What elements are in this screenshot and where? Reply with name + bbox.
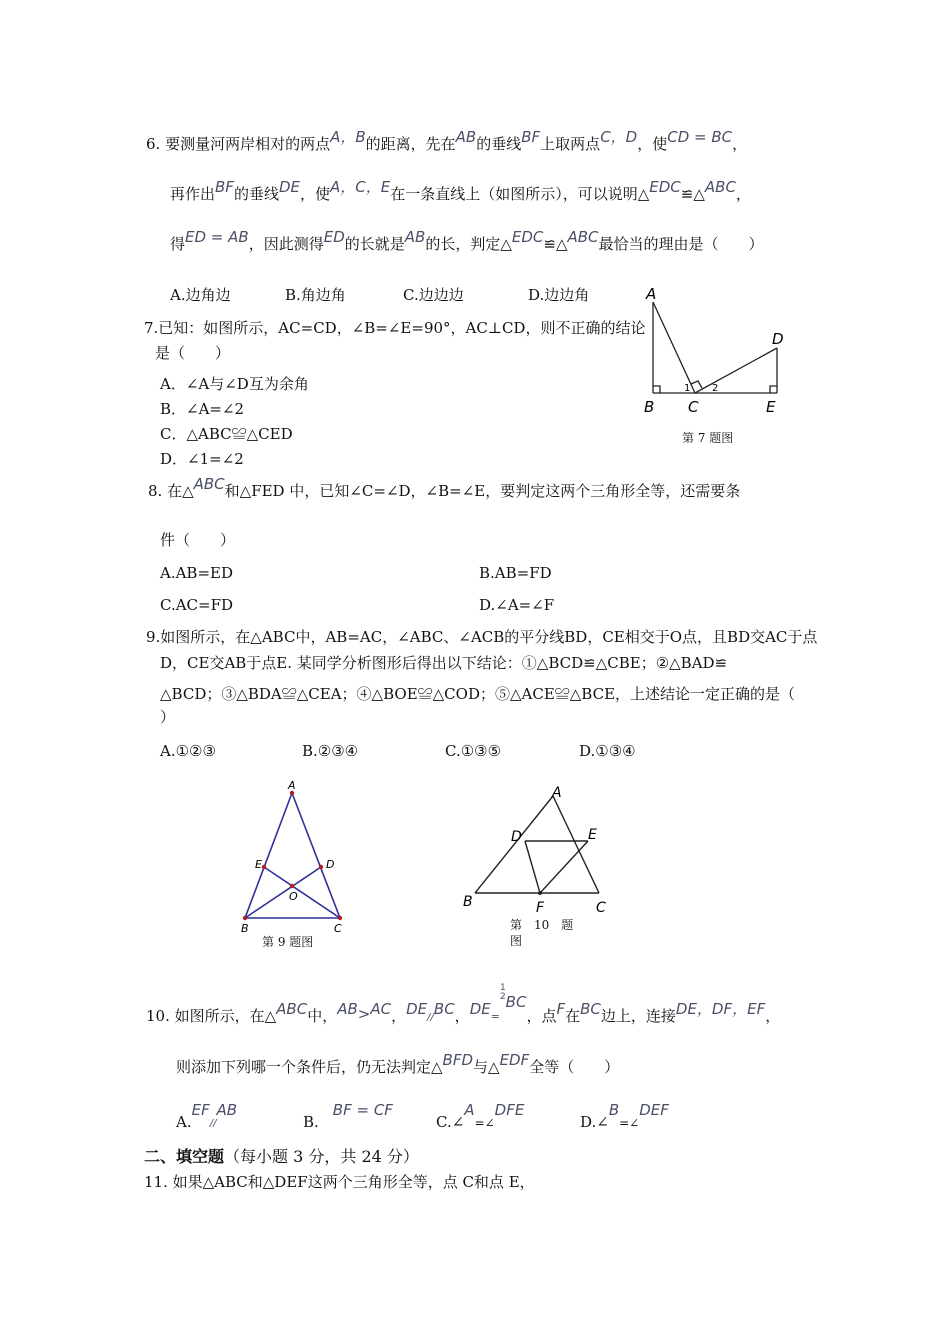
q7-label-c: C — [688, 398, 699, 416]
q7-right-angle-e — [770, 386, 777, 393]
q7-label-angle-1: 1 — [684, 383, 691, 394]
q7-figure — [640, 282, 800, 422]
q7-line-1: 7.已知：如图所示，AC=CD，∠B=∠E=90°，AC⊥CD，则不正确的结论 — [144, 319, 646, 337]
q9-segment-bd — [245, 867, 321, 918]
q10-point-f — [538, 891, 542, 895]
q9-caption: 第 9 题图 — [262, 935, 314, 949]
q6-option-a: A.边角边 — [170, 286, 231, 304]
q10-label-e: E — [588, 827, 597, 843]
q8-option-b: B.AB=FD — [479, 564, 552, 582]
q8-option-c: C.AC=FD — [160, 596, 234, 614]
q7-right-angle-b — [653, 386, 660, 393]
q8-option-a: A.AB=ED — [160, 564, 234, 582]
q6-option-b: B.角边角 — [285, 286, 346, 304]
q10-option-d: D.∠B=∠DEF — [580, 1101, 669, 1131]
q6-line-2: 再作出BF的垂线DE，使A，C，E在一条直线上（如图所示），可以说明△EDC≌△ABC， — [170, 178, 751, 203]
q10-line-1: 10. 如图所示，在△ABC中，AB>AC，DE//BC，DE=1 2BC，点F在BC边上，连接DE，DF，EF， — [146, 983, 781, 1025]
q7-label-d: D — [772, 330, 784, 348]
q9-label-c: C — [334, 922, 342, 935]
q9-label-e: E — [255, 858, 262, 871]
q9-point-b — [243, 916, 247, 920]
q10-label-f: F — [536, 900, 545, 916]
q9-label-a: A — [288, 779, 296, 792]
q10-label-b: B — [463, 894, 473, 910]
q11-line-1: 11. 如果△ABC和△DEF这两个三角形全等，点 C和点 E， — [144, 1173, 535, 1191]
q9-label-o: O — [289, 890, 298, 903]
q9-line-2: D，CE交AB于点E. 某同学分析图形后得出以下结论：①△BCD≌△CBE；②△BAD≌ — [160, 654, 728, 672]
q9-option-b: B.②③④ — [302, 742, 359, 760]
q9-label-b: B — [241, 922, 249, 935]
q7-segment-cd — [695, 348, 777, 393]
q10-caption-2: 图 — [510, 934, 523, 948]
q9-line-4: ） — [160, 708, 176, 726]
q10-caption-1: 第 10 题 — [510, 918, 574, 932]
q10-segment-ef — [540, 841, 588, 893]
q9-label-d: D — [326, 858, 335, 871]
q7-option-a: A．∠A与∠D互为余角 — [160, 375, 309, 393]
q7-label-angle-2: 2 — [712, 383, 719, 394]
q7-caption: 第 7 题图 — [682, 431, 734, 445]
q7-option-c: C．△ABC≌△CED — [160, 425, 293, 443]
q6-line-1: 6. 要测量河两岸相对的两点A，B的距离，先在AB的垂线BF上取两点C，D，使CD = BC， — [146, 128, 748, 153]
q7-label-e: E — [766, 398, 776, 416]
q7-option-d: D．∠1=∠2 — [160, 450, 244, 468]
q10-segment-ac — [553, 796, 599, 893]
q6-line-3: 得ED = AB，因此测得ED的长就是AB的长，判定△EDC≌△ABC最恰当的理由是（ ） — [170, 228, 764, 253]
q6-option-d: D.边边角 — [528, 286, 590, 304]
q9-point-e — [262, 865, 266, 869]
q10-label-d: D — [511, 829, 522, 845]
q7-option-b: B．∠A=∠2 — [160, 400, 245, 418]
q9-segment-ce — [264, 867, 340, 918]
q9-point-o — [290, 884, 294, 888]
q8-line-2: 件（ ） — [160, 531, 236, 549]
q9-figure — [236, 776, 356, 936]
q9-line-3: △BCD；③△BDA≌△CEA；④△BOE≌△COD；⑤△ACE≌△BCE，上述结论一定正确的是（ — [160, 685, 796, 703]
q9-option-c: C.①③⑤ — [445, 742, 502, 760]
q10-line-2: 则添加下列哪一个条件后，仍无法判定△BFD与△EDF全等（ ） — [176, 1051, 620, 1076]
q7-label-a: A — [646, 285, 657, 303]
q10-segment-df — [525, 841, 540, 893]
q8-line-1: 8. 在△ABC和△FED 中，已知∠C=∠D，∠B=∠E，要判定这两个三角形全等，还需要条 — [148, 475, 741, 500]
q10-figure — [456, 780, 626, 920]
q10-option-a: A.EF//AB — [176, 1101, 238, 1131]
q7-line-2: 是（ ） — [155, 344, 231, 362]
q10-option-b: B.BF = CF — [303, 1101, 393, 1131]
section-2-heading: 二、填空题（每小题 3 分，共 24 分） — [144, 1147, 419, 1166]
q10-label-a: A — [552, 785, 562, 801]
q9-point-c — [338, 916, 342, 920]
q9-line-1: 9.如图所示，在△ABC中，AB=AC，∠ABC、∠ACB的平分线BD，CE相交于O点，且BD交AC于点 — [146, 628, 818, 646]
q9-option-d: D.①③④ — [579, 742, 636, 760]
q7-label-b: B — [644, 398, 655, 416]
q9-segment-ac — [292, 793, 340, 918]
q9-segment-ab — [245, 793, 292, 918]
q10-option-c: C.∠A=∠DFE — [436, 1101, 525, 1131]
q7-segment-ac — [653, 302, 695, 393]
q10-label-c: C — [596, 900, 606, 916]
q9-point-d — [319, 865, 323, 869]
q9-option-a: A.①②③ — [160, 742, 216, 760]
q6-option-c: C.边边边 — [403, 286, 464, 304]
q8-option-d: D.∠A=∠F — [479, 596, 555, 614]
